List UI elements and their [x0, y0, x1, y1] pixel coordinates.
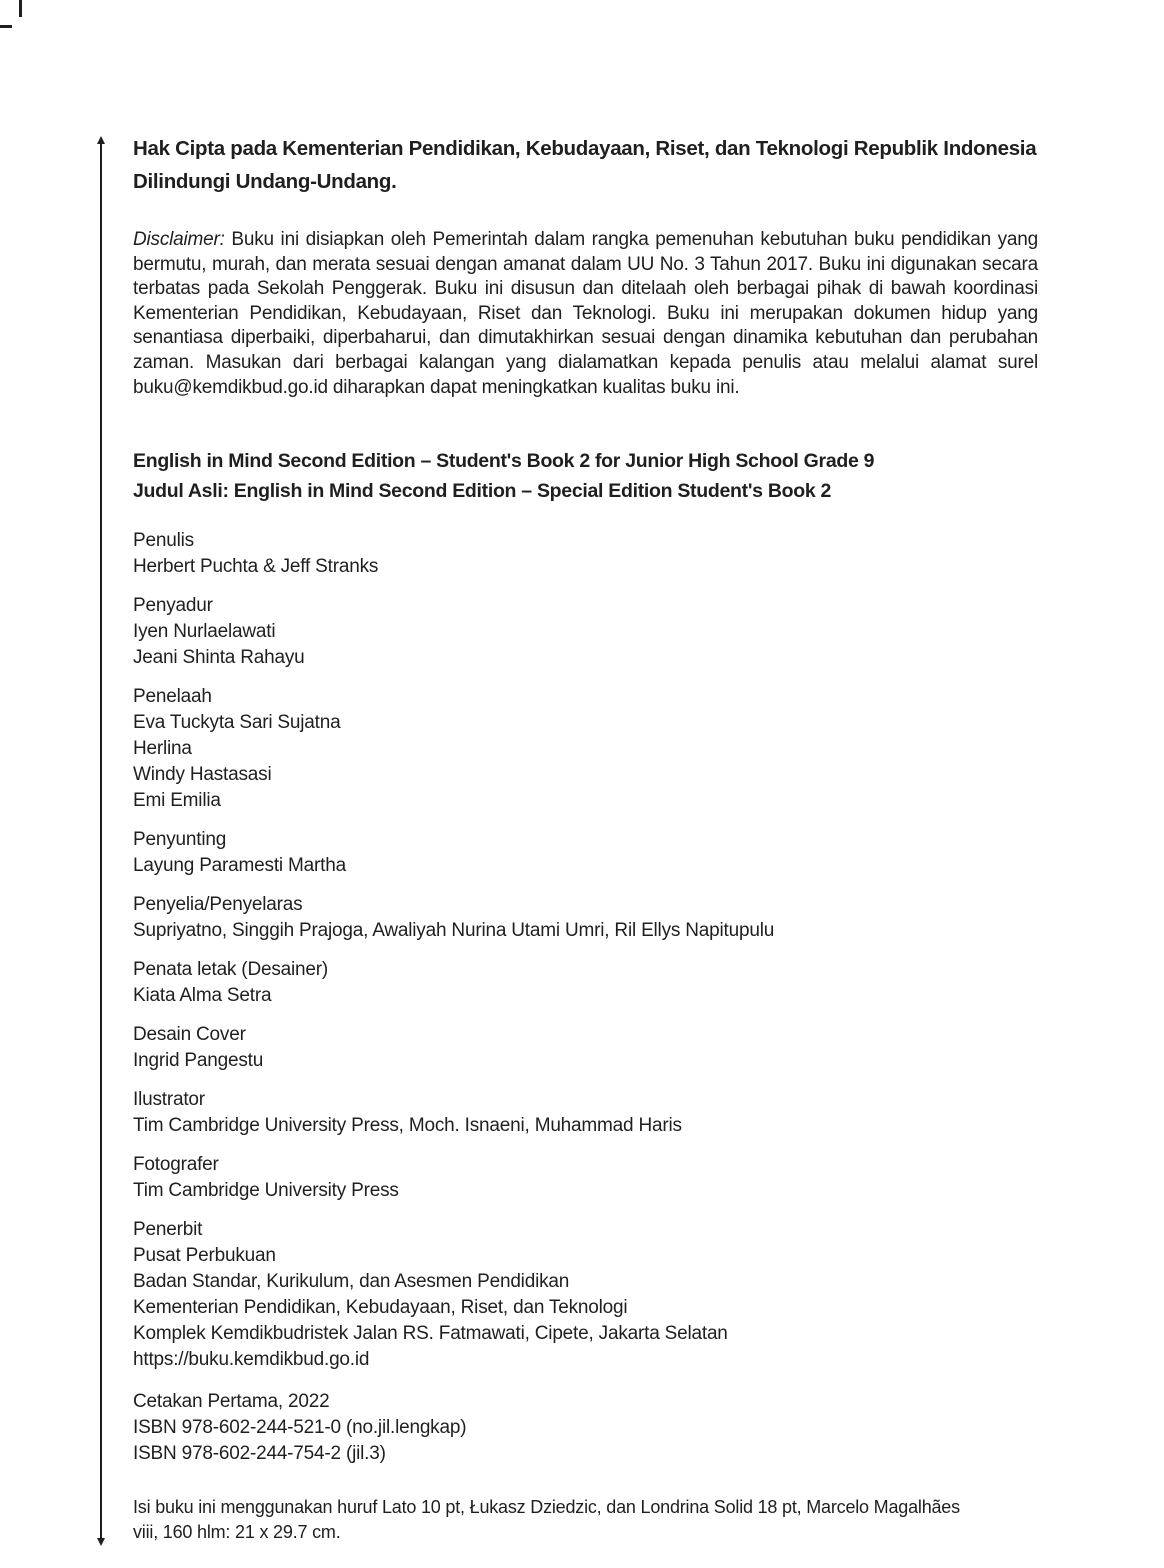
- section-label: Ilustrator: [133, 1089, 205, 1111]
- section-label: Penyadur: [133, 595, 213, 617]
- disclaimer-body: Buku ini disiapkan oleh Pemerintah dalam rangka pemenuhan kebutuhan buku pendidikan yang bermutu, murah, dan merata sesuai dengan amanat dalam UU No. 3 Tahun 2017. Buku ini digunakan secara terbatas pada Sekolah Penggerak. Buku ini disusun dan ditelaah oleh berbagai pihak di bawah koordinasi Kementerian Pendidikan, Kebudayaan, Riset dan Teknologi. Buku ini merupakan dokumen hidup yang senantiasa diperbaiki, diperbaharui, dan dimutakhirkan sesuai dengan dinamika kebutuhan dan perubahan zaman. Masukan dari berbagai kalangan yang dialamatkan kepada penulis atau melalui alamat surel buku@kemdikbud.go.id diharapkan dapat meningkatkan kualitas buku ini.: [133, 229, 1038, 398]
- crop-mark-vertical: [19, 0, 22, 17]
- credit-name: Tim Cambridge University Press, Moch. Isnaeni, Muhammad Haris: [133, 1115, 682, 1137]
- credit-section-penyelia: [133, 892, 1038, 944]
- section-label: Penyunting: [133, 829, 227, 851]
- vertical-arrow-line: [100, 142, 102, 1540]
- book-title-block: [133, 446, 1038, 506]
- credit-name: Layung Paramesti Martha: [133, 855, 346, 877]
- edition-printing: Cetakan Pertama, 2022: [133, 1391, 330, 1413]
- credit-name: Iyen Nurlaelawati: [133, 621, 276, 643]
- credit-name: Emi Emilia: [133, 790, 221, 812]
- credit-name: Tim Cambridge University Press: [133, 1180, 399, 1202]
- credit-section-penata-letak: [133, 957, 1038, 1009]
- credit-name: Herlina: [133, 738, 192, 760]
- credit-name: Herbert Puchta & Jeff Stranks: [133, 556, 379, 578]
- copyright-page: [133, 132, 1038, 1545]
- copyright-notice: [133, 132, 1038, 198]
- credit-section-penerbit: [133, 1217, 1038, 1373]
- credit-section-penelaah: [133, 684, 1038, 814]
- section-label: Penelaah: [133, 686, 212, 708]
- credit-name: Kiata Alma Setra: [133, 985, 272, 1007]
- colophon-dimensions: viii, 160 hlm: 21 x 29.7 cm.: [133, 1522, 341, 1543]
- arrow-down-icon: [97, 1538, 105, 1546]
- edition-block: [133, 1389, 1038, 1467]
- credit-section-penyunting: [133, 827, 1038, 879]
- publisher-name: Pusat Perbukuan: [133, 1245, 276, 1267]
- credit-name: Ingrid Pangestu: [133, 1050, 264, 1072]
- arrow-up-icon: [97, 136, 105, 144]
- credit-section-fotografer: [133, 1152, 1038, 1204]
- credit-section-desain-cover: [133, 1022, 1038, 1074]
- colophon-block: [133, 1495, 1038, 1545]
- section-label: Penyelia/Penyelaras: [133, 894, 303, 916]
- crop-mark-horizontal: [0, 25, 12, 28]
- credit-name: Windy Hastasasi: [133, 764, 272, 786]
- book-original-title: Judul Asli: English in Mind Second Edition – Special Edition Student's Book 2: [133, 480, 832, 503]
- copyright-line-1: Hak Cipta pada Kementerian Pendidikan, Kebudayaan, Riset, dan Teknologi Republik Indonesia: [133, 137, 1037, 160]
- section-label: Penata letak (Desainer): [133, 959, 329, 981]
- disclaimer-paragraph: [133, 228, 1038, 400]
- section-label: Fotografer: [133, 1154, 219, 1176]
- publisher-ministry: Kementerian Pendidikan, Kebudayaan, Riset, dan Teknologi: [133, 1297, 628, 1319]
- section-label: Penerbit: [133, 1219, 203, 1241]
- credit-section-penyadur: [133, 593, 1038, 671]
- publisher-url: https://buku.kemdikbud.go.id: [133, 1349, 370, 1371]
- credit-section-penulis: [133, 528, 1038, 580]
- copyright-line-2: Dilindungi Undang-Undang.: [133, 170, 397, 193]
- book-title: English in Mind Second Edition – Student's Book 2 for Junior High School Grade 9: [133, 450, 875, 473]
- credit-name: Eva Tuckyta Sari Sujatna: [133, 712, 341, 734]
- credit-name: Supriyatno, Singgih Prajoga, Awaliyah Nurina Utami Umri, Ril Ellys Napitupulu: [133, 920, 775, 942]
- section-label: Penulis: [133, 530, 194, 552]
- credit-section-ilustrator: [133, 1087, 1038, 1139]
- isbn-complete: ISBN 978-602-244-521-0 (no.jil.lengkap): [133, 1417, 467, 1439]
- section-label: Desain Cover: [133, 1024, 246, 1046]
- publisher-unit: Badan Standar, Kurikulum, dan Asesmen Pendidikan: [133, 1271, 570, 1293]
- colophon-fonts: Isi buku ini menggunakan huruf Lato 10 pt, Łukasz Dziedzic, dan Londrina Solid 18 pt, Marcelo Magalhães: [133, 1497, 960, 1518]
- publisher-address: Komplek Kemdikbudristek Jalan RS. Fatmawati, Cipete, Jakarta Selatan: [133, 1323, 728, 1345]
- credit-name: Jeani Shinta Rahayu: [133, 647, 305, 669]
- isbn-volume: ISBN 978-602-244-754-2 (jil.3): [133, 1443, 386, 1465]
- disclaimer-label: Disclaimer:: [133, 229, 225, 250]
